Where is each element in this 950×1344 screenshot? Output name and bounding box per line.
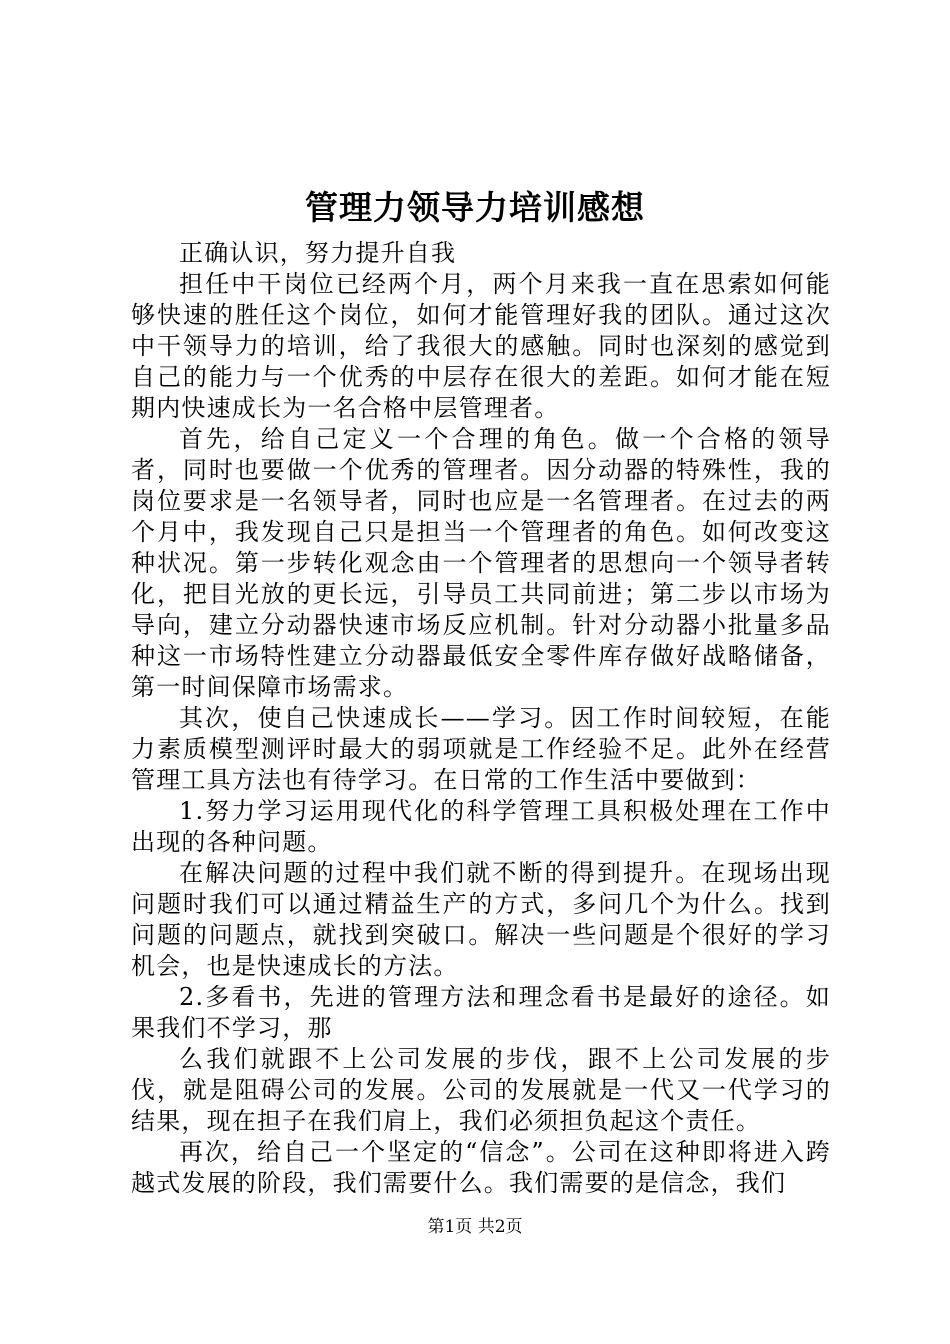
paragraph: 其次，使自己快速成长——学习。因工作时间较短，在能力素质模型测评时最大的弱项就是工作经验不足。此外在经营管理工具方法也有待学习。在日常的工作生活中要做到： [131,704,831,794]
paragraph: 首先，给自己定义一个合理的角色。做一个合格的领导者，同时也要做一个优秀的管理者。因分动器的特殊性，我的岗位要求是一名领导者，同时也应是一名管理者。在过去的两个月中，我发现自己只是担当一个管理者的角色。如何改变这种状况。第一步转化观念由一个管理者的思想向一个领导者转化，把目光放的更长远，引导员工共同前进；第二步以市场为导向，建立分动器快速市场反应机制。针对分动器小批量多品种这一市场特性建立分动器最低安全零件库存做好战略储备，第一时间保障市场需求。 [131,425,831,701]
paragraph: 在解决问题的过程中我们就不断的得到提升。在现场出现问题时我们可以通过精益生产的方式，多问几个为什么。找到问题的问题点，就找到突破口。解决一些问题是个很好的学习机会，也是快速成长的方法。 [131,859,831,980]
list-item: 1.努力学习运用现代化的科学管理工具积极处理在工作中出现的各种问题。 [131,797,831,856]
paragraph: 担任中干岗位已经两个月，两个月来我一直在思索如何能够快速的胜任这个岗位，如何才能管理好我的团队。通过这次中干领导力的培训，给了我很大的感触。同时也深刻的感觉到自己的能力与一个优秀的中层存在很大的差距。如何才能在短期内快速成长为一名合格中层管理者。 [131,270,831,422]
paragraph: 么我们就跟不上公司发展的步伐，跟不上公司发展的步伐，就是阻碍公司的发展。公司的发展就是一代又一代学习的结果，现在担子在我们肩上，我们必须担负起这个责任。 [131,1045,831,1135]
document-body [131,238,831,1199]
list-item: 2.多看书，先进的管理方法和理念看书是最好的途径。如果我们不学习，那 [131,983,831,1042]
section-heading: 正确认识，努力提升自我 [179,239,457,267]
document-title: 管理力领导力培训感想 [305,188,645,227]
page-footer: 第1页 共2页 [427,1217,523,1237]
paragraph: 再次，给自己一个坚定的“信念”。公司在这种即将进入跨越式发展的阶段，我们需要什么。我们需要的是信念，我们 [131,1138,831,1197]
